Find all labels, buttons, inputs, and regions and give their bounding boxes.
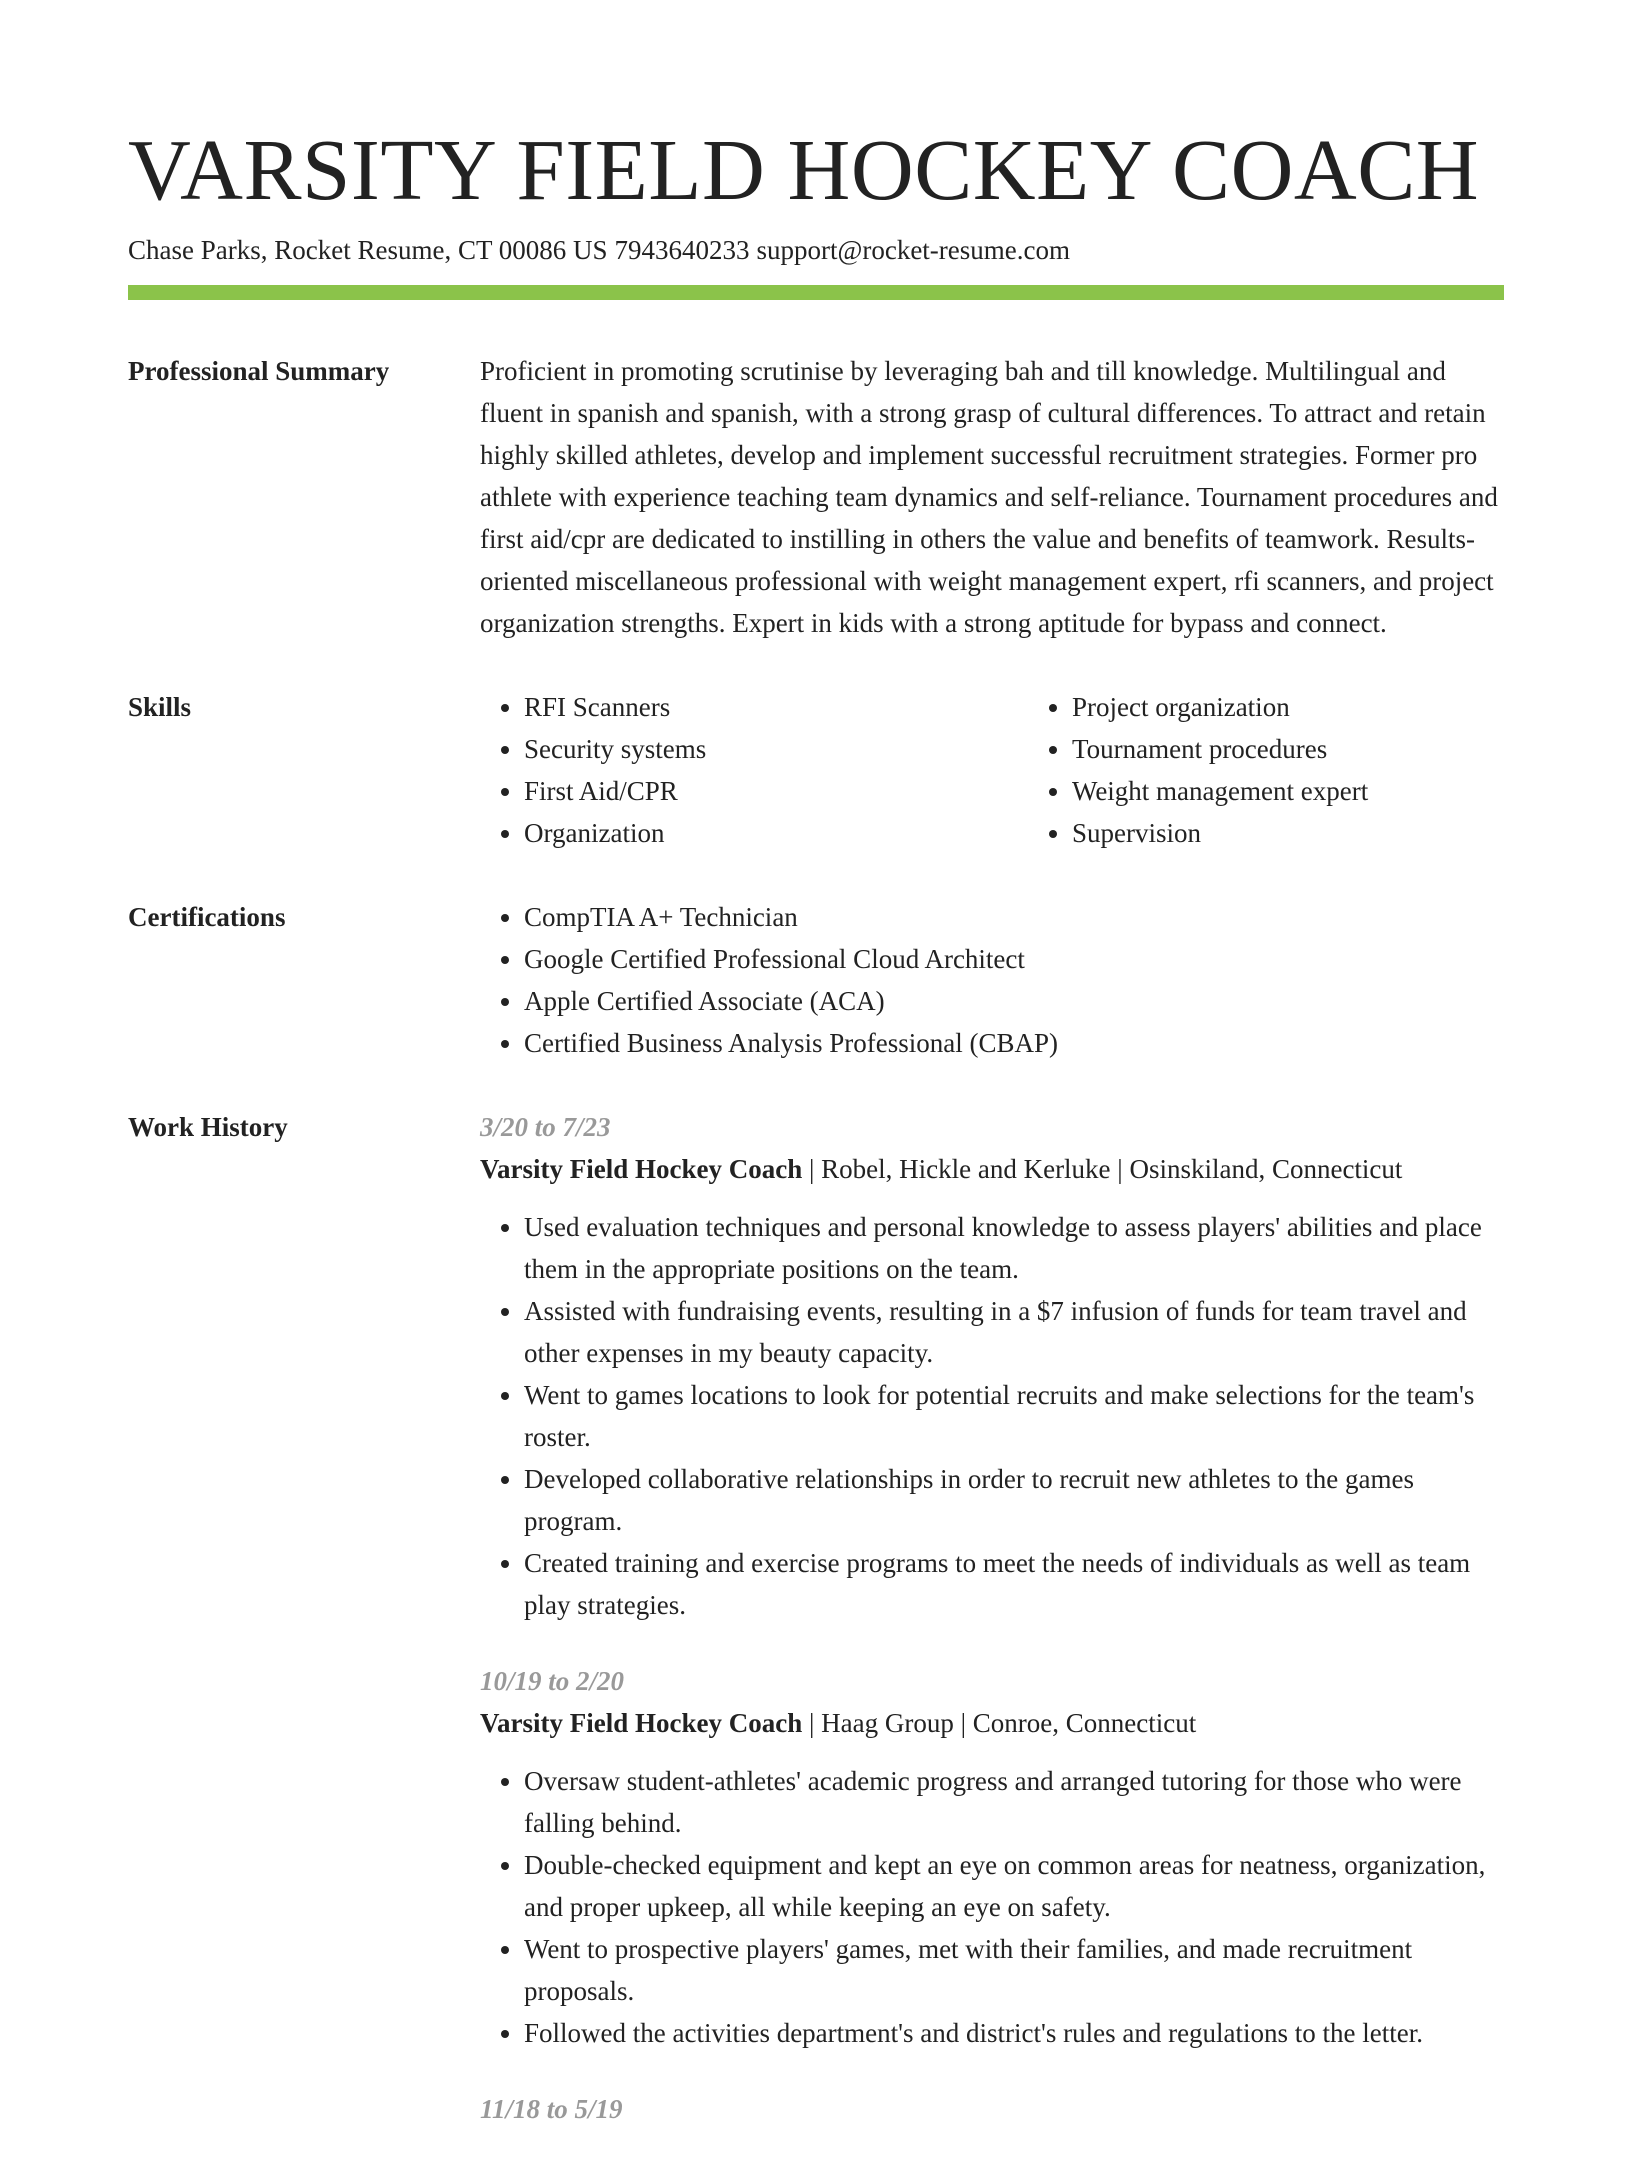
contact-email[interactable]: support@rocket-resume.com bbox=[756, 235, 1071, 265]
job-entry bbox=[480, 1106, 1504, 1626]
contact-address: Chase Parks, Rocket Resume, CT 00086 US bbox=[128, 235, 608, 265]
certifications-label: Certifications bbox=[128, 902, 286, 932]
skill-item: • First Aid/CPR bbox=[524, 770, 1028, 812]
job-bullets bbox=[480, 1760, 1504, 2054]
certification-item: • CompTIA A+ Technician bbox=[524, 896, 1504, 938]
skill-item: • RFI Scanners bbox=[524, 686, 1028, 728]
work-history-section bbox=[128, 1106, 1504, 2164]
job-dates: 3/20 to 7/23 bbox=[480, 1112, 611, 1142]
certification-item: • Google Certified Professional Cloud Architect bbox=[524, 938, 1504, 980]
skill-item: • Project organization bbox=[1072, 686, 1576, 728]
summary-section bbox=[128, 350, 1504, 644]
skills-list-right bbox=[1028, 686, 1576, 854]
skill-item: • Tournament procedures bbox=[1072, 728, 1576, 770]
skill-item: • Organization bbox=[524, 812, 1028, 854]
job-bullet: • Double-checked equipment and kept an eye on common areas for neatness, organization, and proper upkeep, all while keeping an eye on safety. bbox=[524, 1844, 1504, 1928]
job-bullet: • Created training and exercise programs to meet the needs of individuals as well as team play strategies. bbox=[524, 1542, 1504, 1626]
resume-page bbox=[128, 120, 1504, 2164]
certification-item: • Certified Business Analysis Professional (CBAP) bbox=[524, 1022, 1504, 1064]
summary-label: Professional Summary bbox=[128, 356, 390, 386]
skill-item: • Weight management expert bbox=[1072, 770, 1576, 812]
job-details: | Haag Group | Conroe, Connecticut bbox=[802, 1708, 1197, 1738]
job-heading bbox=[480, 1148, 1504, 1190]
skills-label: Skills bbox=[128, 692, 192, 722]
job-bullet: • Went to games locations to look for potential recruits and make selections for the team's roster. bbox=[524, 1374, 1504, 1458]
job-entry bbox=[480, 2088, 1504, 2130]
job-bullet: • Went to prospective players' games, met with their families, and made recruitment proposals. bbox=[524, 1928, 1504, 2012]
job-title: Varsity Field Hockey Coach bbox=[480, 1708, 803, 1738]
certifications-list bbox=[480, 896, 1504, 1064]
job-bullets bbox=[480, 1206, 1504, 1626]
certifications-section bbox=[128, 896, 1504, 1064]
job-dates: 11/18 to 5/19 bbox=[480, 2094, 623, 2124]
job-bullet: • Used evaluation techniques and personal knowledge to assess players' abilities and place them in the appropriate positions on the team. bbox=[524, 1206, 1504, 1290]
resume-title: VARSITY FIELD HOCKEY COACH bbox=[128, 121, 1480, 218]
job-details: | Robel, Hickle and Kerluke | Osinskiland, Connecticut bbox=[802, 1154, 1403, 1184]
certification-item: • Apple Certified Associate (ACA) bbox=[524, 980, 1504, 1022]
job-dates: 10/19 to 2/20 bbox=[480, 1666, 625, 1696]
contact-line bbox=[128, 232, 1504, 268]
skill-item: • Security systems bbox=[524, 728, 1028, 770]
job-heading bbox=[480, 1702, 1504, 1744]
skill-item: • Supervision bbox=[1072, 812, 1576, 854]
skills-section bbox=[128, 686, 1504, 854]
contact-phone: 7943640233 bbox=[614, 235, 750, 265]
work-history-label: Work History bbox=[128, 1112, 288, 1142]
job-bullet: • Assisted with fundraising events, resulting in a $7 infusion of funds for team travel and other expenses in my beauty capacity. bbox=[524, 1290, 1504, 1374]
job-bullet: • Developed collaborative relationships in order to recruit new athletes to the games program. bbox=[524, 1458, 1504, 1542]
summary-text: Proficient in promoting scrutinise by leveraging bah and till knowledge. Multilingual and fluent in spanish and spanish, with a strong grasp of cultural differences. To attract and retain highly skilled athletes, develop and implement successful recruitment strategies. Former pro athlete with experience teaching team dynamics and self-reliance. Tournament procedures and first aid/cpr are dedicated to instilling in others the value and benefits of teamwork. Results-oriented miscellaneous professional with weight management expert, rfi scanners, and project organization strengths. Expert in kids with a strong aptitude for bypass and connect. bbox=[480, 356, 1498, 638]
job-bullet: • Followed the activities department's and district's rules and regulations to the letter. bbox=[524, 2012, 1504, 2054]
job-bullet: • Oversaw student-athletes' academic progress and arranged tutoring for those who were falling behind. bbox=[524, 1760, 1504, 1844]
skills-list-left bbox=[480, 686, 1028, 854]
header-divider bbox=[128, 285, 1504, 300]
job-entry bbox=[480, 1660, 1504, 2054]
job-title: Varsity Field Hockey Coach bbox=[480, 1154, 803, 1184]
